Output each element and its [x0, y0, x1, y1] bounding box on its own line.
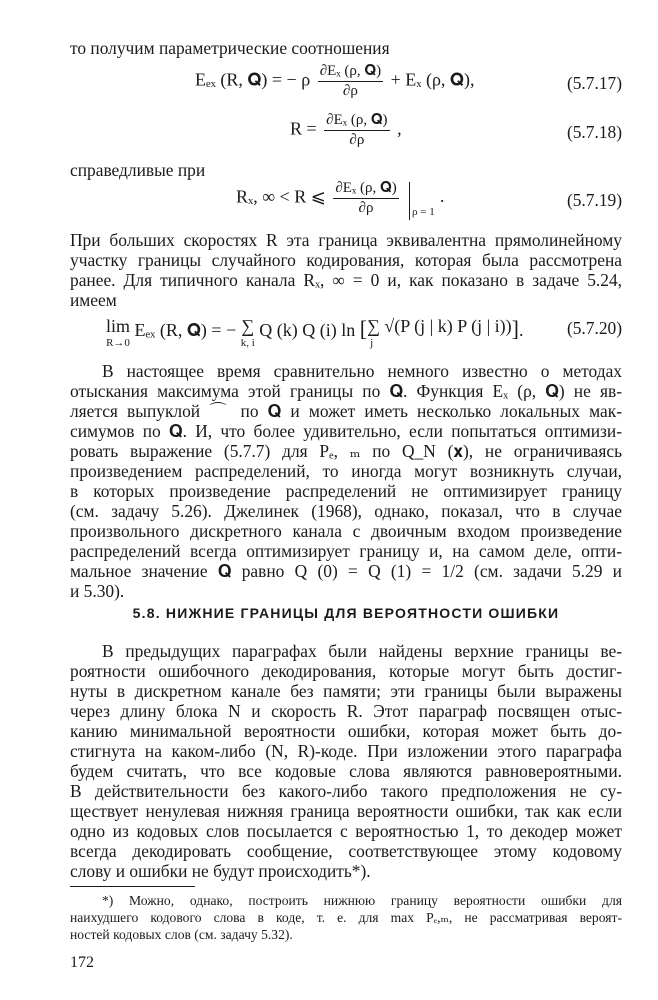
para3-line-1: В предыдущих параграфах были найдены верхние границы ве- — [102, 641, 622, 661]
eq3-fraction — [333, 180, 398, 217]
para3-line-3: нуты в дискретном канале без памяти; эти границы были выражены — [70, 681, 622, 701]
para3-line-4: через длину блока N и скорость R. Этот параграф посвящен отыс- — [70, 701, 622, 721]
equation-5-7-17 — [195, 63, 475, 100]
eq1-lhs: Eₑₓ (R, 𝐐) = − ρ — [195, 69, 311, 90]
para2-line-4: симумов по 𝐐. И, что более удивительно, если попытаться оптимизи- — [70, 421, 622, 441]
para2-line-10: распределений всегда оптимизирует границу и, на самом деле, опти- — [70, 541, 622, 561]
eq1-denominator: ∂ρ — [342, 83, 358, 99]
para3-line-12: слову и ошибки не будут происходить*). — [70, 861, 371, 881]
para2-line-11: мальное значение 𝐐 равно Q (0) = Q (1) = 1/2 (см. задачи 5.29 и — [70, 561, 622, 581]
para3-line-7: будем считать, что все кодовые слова являются равновероятными. — [70, 761, 622, 781]
eq4-inner-subscript: j — [370, 337, 374, 349]
eq4-inner — [367, 316, 512, 349]
eq2-lhs: R = — [290, 118, 317, 139]
para1-line-1: При больших скоростях R эта граница эквивалентна прямолинейному — [70, 230, 622, 250]
eq4-body: Q (k) Q (i) ln — [259, 320, 356, 340]
para3-line-2: роятности ошибочного декодирования, которые могут быть достиг- — [70, 661, 622, 681]
eq4-sum — [241, 316, 255, 349]
para2-line-5: ровать выражение (5.7.7) для Pₑ, ₘ по Q_N (𝐱), не ограничиваясь — [70, 441, 622, 461]
eq4-lhs: Eₑₓ (R, 𝐐) = − — [134, 320, 237, 340]
eq3-denominator: ∂ρ — [358, 200, 374, 216]
para2-line-1: В настоящее время сравнительно немного известно о методах — [102, 361, 622, 381]
para2-line-9: произвольного дискретного канала с двоичным входом произведение — [70, 521, 622, 541]
para1-line-3: ранее. Для типичного канала Rₓ, ∞ = 0 и, как показано в задаче 5.24, — [70, 270, 622, 290]
eq2-rhs: , — [397, 118, 402, 139]
eq3-evaluation-bar — [409, 182, 410, 220]
footnote-rule — [70, 886, 195, 887]
eq4-number: (5.7.20) — [566, 318, 622, 338]
para2-line-12: и 5.30). — [70, 581, 125, 601]
eq4-lim: lim — [106, 316, 131, 336]
eq2-fraction — [324, 112, 389, 149]
eq4-lim-subscript: R→0 — [106, 337, 130, 349]
footnote-line-3: ностей кодовых слов (см. задачу 5.32). — [70, 927, 293, 942]
page-number: 172 — [70, 954, 94, 971]
footnote-line-2: наихудшего кодового слова в коде, т. е. для max Pₑ,ₘ, не рассматривая вероят- — [70, 910, 622, 925]
valid-when-line: справедливые при — [70, 160, 206, 180]
para3-line-6: стигнута на каком-либо (N, R)-коде. При изложении этого параграфа — [70, 741, 622, 761]
section-heading: 5.8. НИЖНИЕ ГРАНИЦЫ ДЛЯ ВЕРОЯТНОСТИ ОШИБКИ — [132, 605, 560, 621]
eq3-numerator: ∂Eₓ (ρ, 𝐐) — [333, 180, 398, 199]
equation-5-7-20 — [106, 316, 524, 349]
eq4-right-bracket: ] — [511, 316, 519, 341]
eq1-fraction — [318, 63, 383, 100]
eq1-numerator: ∂Eₓ (ρ, 𝐐) — [318, 63, 383, 82]
eq4-left-bracket: [ — [359, 316, 368, 341]
eq2-number: (5.7.18) — [566, 122, 622, 142]
para2-line-6: произведением распределений, то иногда могут возникнуть случаи, — [70, 461, 622, 481]
eq1-number: (5.7.17) — [566, 73, 622, 93]
eq4-sum-symbol: ∑ — [241, 316, 255, 336]
equation-5-7-18 — [290, 112, 402, 149]
para2-line-7: в которых произведение распределений не оптимизирует границу — [70, 481, 622, 501]
eq3-lhs: Rₓ, ∞ < R ⩽ — [236, 186, 326, 207]
footnote-line-1: *) Можно, однако, построить нижнюю границу вероятности ошибки для — [102, 893, 622, 908]
para3-line-5: канию минимальной вероятности ошибки, которая может быть до- — [70, 721, 622, 741]
para3-line-9: ществует ненулевая нижняя граница вероятности ошибки, так как если — [70, 801, 622, 821]
eq3-rhs: . — [440, 186, 445, 206]
eq4-close: . — [519, 320, 524, 340]
eq1-rhs: + Eₓ (ρ, 𝐐), — [390, 69, 475, 90]
para1-line-2: участку границы случайного кодирования, которая была рассмотрена — [70, 250, 622, 270]
eq4-sum-subscript: k, i — [240, 337, 255, 349]
eq3-evaluation-subscript: ρ = 1 — [412, 206, 435, 218]
para1-line-4: имеем — [70, 290, 117, 310]
para2-line-2: отыскания максимума этой границы по 𝐐. Функция Eₓ (ρ, 𝐐) не яв- — [70, 381, 622, 401]
para3-line-8: В действительности без какого-либо такого предположения не су- — [70, 781, 622, 801]
para3-line-11: всегда декодировать сообщение, соответствующее этому кодовому — [70, 841, 622, 861]
para2-line-3: ляется выпуклой ⌒ по 𝐐 и может иметь несколько локальных мак- — [70, 401, 622, 421]
eq2-denominator: ∂ρ — [349, 132, 365, 148]
eq4-limit — [106, 316, 130, 349]
eq4-inner-expression: ∑ √(P (j | k) P (j | i)) — [367, 316, 512, 336]
eq2-numerator: ∂Eₓ (ρ, 𝐐) — [324, 112, 389, 131]
para3-line-10: одно из кодовых слов посылается с вероятностью 1, то декодер может — [70, 821, 622, 841]
equation-5-7-19 — [236, 180, 402, 217]
intro-line: то получим параметрические соотношения — [70, 38, 390, 58]
eq3-number: (5.7.19) — [566, 190, 622, 210]
para2-line-8: (см. задачу 5.26). Джелинек (1968), однако, показал, что в случае — [70, 501, 622, 521]
